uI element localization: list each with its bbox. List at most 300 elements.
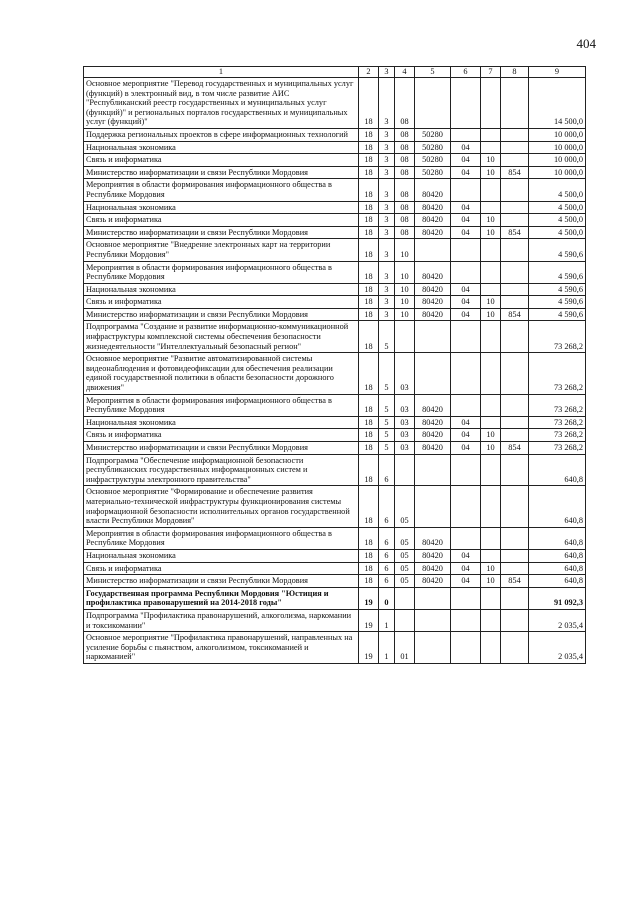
code-cell-c2: 18 [359, 416, 379, 429]
code-cell-c3: 3 [379, 166, 395, 179]
code-cell-c2: 18 [359, 486, 379, 527]
code-cell-c6 [451, 587, 481, 609]
amount-cell: 10 000,0 [529, 128, 586, 141]
code-cell-c4: 08 [395, 128, 415, 141]
code-cell-c7: 10 [481, 226, 501, 239]
row-description: Национальная экономика [84, 141, 359, 154]
code-cell-c8 [501, 416, 529, 429]
code-cell-c3: 3 [379, 308, 395, 321]
table-row [84, 442, 586, 455]
table-row [84, 239, 586, 261]
amount-cell: 4 500,0 [529, 214, 586, 227]
code-cell-c4: 01 [395, 632, 415, 664]
code-cell-c5: 50280 [415, 128, 451, 141]
code-cell-c8 [501, 394, 529, 416]
code-cell-c3: 3 [379, 128, 395, 141]
table-row [84, 214, 586, 227]
row-description: Министерство информатизации и связи Республики Мордовия [84, 442, 359, 455]
code-cell-c6 [451, 527, 481, 549]
row-description: Основное мероприятие "Перевод государственных и муниципальных услуг (функций) в электронный вид, в том числе развитие АИС "Республиканский реестр государственных и муниципальных услуг (функций)" и региональных порталов государственных и муниципальных услуг (функций)" [84, 78, 359, 129]
code-cell-c7: 10 [481, 575, 501, 588]
code-cell-c6: 04 [451, 549, 481, 562]
code-cell-c6: 04 [451, 226, 481, 239]
code-cell-c4: 10 [395, 296, 415, 309]
table-row [84, 454, 586, 486]
code-cell-c6 [451, 454, 481, 486]
code-cell-c2: 18 [359, 166, 379, 179]
code-cell-c7 [481, 201, 501, 214]
code-cell-c5 [415, 321, 451, 353]
code-cell-c2: 18 [359, 549, 379, 562]
code-cell-c6 [451, 321, 481, 353]
code-cell-c6: 04 [451, 429, 481, 442]
code-cell-c4: 08 [395, 201, 415, 214]
code-cell-c3: 6 [379, 454, 395, 486]
table-row [84, 575, 586, 588]
table-row [84, 308, 586, 321]
row-description: Национальная экономика [84, 416, 359, 429]
code-cell-c3: 3 [379, 239, 395, 261]
code-cell-c6: 04 [451, 442, 481, 455]
table-row [84, 154, 586, 167]
code-cell-c3: 6 [379, 549, 395, 562]
row-description: Министерство информатизации и связи Республики Мордовия [84, 226, 359, 239]
code-cell-c8 [501, 239, 529, 261]
code-cell-c4: 08 [395, 141, 415, 154]
row-description: Связь и информатика [84, 296, 359, 309]
code-cell-c7 [481, 321, 501, 353]
code-cell-c7: 10 [481, 154, 501, 167]
code-cell-c5 [415, 587, 451, 609]
amount-cell: 73 268,2 [529, 416, 586, 429]
header-cell: 6 [451, 67, 481, 78]
code-cell-c4: 05 [395, 486, 415, 527]
table-row [84, 429, 586, 442]
code-cell-c6: 04 [451, 154, 481, 167]
code-cell-c2: 19 [359, 587, 379, 609]
code-cell-c6: 04 [451, 575, 481, 588]
row-description: Подпрограмма "Профилактика правонарушений, алкоголизма, наркомании и токсикомании" [84, 609, 359, 631]
code-cell-c2: 18 [359, 575, 379, 588]
code-cell-c8 [501, 261, 529, 283]
amount-cell: 73 268,2 [529, 442, 586, 455]
code-cell-c7 [481, 454, 501, 486]
code-cell-c8 [501, 353, 529, 394]
code-cell-c2: 18 [359, 78, 379, 129]
row-description: Связь и информатика [84, 154, 359, 167]
code-cell-c6 [451, 353, 481, 394]
row-description: Связь и информатика [84, 429, 359, 442]
code-cell-c3: 1 [379, 609, 395, 631]
table-row [84, 141, 586, 154]
code-cell-c2: 18 [359, 154, 379, 167]
code-cell-c8 [501, 454, 529, 486]
code-cell-c7 [481, 283, 501, 296]
code-cell-c8 [501, 296, 529, 309]
code-cell-c6 [451, 128, 481, 141]
code-cell-c8 [501, 562, 529, 575]
amount-cell: 640,8 [529, 549, 586, 562]
code-cell-c5: 80420 [415, 416, 451, 429]
code-cell-c5: 80420 [415, 283, 451, 296]
table-row [84, 353, 586, 394]
code-cell-c6 [451, 261, 481, 283]
header-cell: 7 [481, 67, 501, 78]
code-cell-c2: 18 [359, 454, 379, 486]
code-cell-c7 [481, 179, 501, 201]
code-cell-c4: 03 [395, 416, 415, 429]
code-cell-c2: 18 [359, 179, 379, 201]
header-cell: 5 [415, 67, 451, 78]
code-cell-c4: 10 [395, 261, 415, 283]
amount-cell: 91 092,3 [529, 587, 586, 609]
amount-cell: 73 268,2 [529, 353, 586, 394]
code-cell-c7 [481, 609, 501, 631]
table-row [84, 562, 586, 575]
code-cell-c5: 80420 [415, 429, 451, 442]
code-cell-c7 [481, 78, 501, 129]
row-description: Основное мероприятие "Внедрение электронных карт на территории Республики Мордовия" [84, 239, 359, 261]
code-cell-c3: 3 [379, 78, 395, 129]
amount-cell: 2 035,4 [529, 609, 586, 631]
code-cell-c5: 80420 [415, 562, 451, 575]
code-cell-c4: 03 [395, 353, 415, 394]
code-cell-c6: 04 [451, 166, 481, 179]
amount-cell: 4 590,6 [529, 283, 586, 296]
code-cell-c5: 80420 [415, 308, 451, 321]
table-row [84, 486, 586, 527]
table-row [84, 416, 586, 429]
header-cell: 3 [379, 67, 395, 78]
code-cell-c4: 05 [395, 562, 415, 575]
code-cell-c8 [501, 128, 529, 141]
row-description: Связь и информатика [84, 562, 359, 575]
code-cell-c5: 80420 [415, 201, 451, 214]
code-cell-c8 [501, 141, 529, 154]
code-cell-c2: 18 [359, 201, 379, 214]
row-description: Министерство информатизации и связи Республики Мордовия [84, 166, 359, 179]
code-cell-c3: 0 [379, 587, 395, 609]
row-description: Мероприятия в области формирования информационного общества в Республике Мордовия [84, 179, 359, 201]
table-header-row [84, 67, 586, 78]
code-cell-c5 [415, 78, 451, 129]
code-cell-c8: 854 [501, 442, 529, 455]
code-cell-c7 [481, 527, 501, 549]
amount-cell: 10 000,0 [529, 166, 586, 179]
code-cell-c6 [451, 486, 481, 527]
code-cell-c8 [501, 214, 529, 227]
code-cell-c3: 5 [379, 442, 395, 455]
code-cell-c4 [395, 454, 415, 486]
code-cell-c6: 04 [451, 416, 481, 429]
row-description: Подпрограмма "Обеспечение информационной безопасности республиканских государственных информационных систем и инфраструктуры электронного правительства" [84, 454, 359, 486]
header-cell: 1 [84, 67, 359, 78]
table-row [84, 549, 586, 562]
row-description: Мероприятия в области формирования информационного общества в Республике Мордовия [84, 527, 359, 549]
code-cell-c3: 3 [379, 296, 395, 309]
code-cell-c4: 03 [395, 442, 415, 455]
code-cell-c4: 03 [395, 394, 415, 416]
code-cell-c5 [415, 239, 451, 261]
code-cell-c3: 3 [379, 261, 395, 283]
code-cell-c7 [481, 486, 501, 527]
code-cell-c8 [501, 78, 529, 129]
table-row [84, 632, 586, 664]
code-cell-c7 [481, 632, 501, 664]
row-description: Поддержка региональных проектов в сфере информационных технологий [84, 128, 359, 141]
code-cell-c4: 10 [395, 283, 415, 296]
code-cell-c7 [481, 239, 501, 261]
budget-table [83, 66, 586, 664]
amount-cell: 4 500,0 [529, 226, 586, 239]
code-cell-c8 [501, 154, 529, 167]
code-cell-c7: 10 [481, 214, 501, 227]
table-row [84, 166, 586, 179]
code-cell-c8 [501, 587, 529, 609]
code-cell-c4 [395, 587, 415, 609]
amount-cell: 2 035,4 [529, 632, 586, 664]
code-cell-c5: 80420 [415, 179, 451, 201]
code-cell-c5 [415, 353, 451, 394]
code-cell-c2: 18 [359, 214, 379, 227]
code-cell-c3: 5 [379, 394, 395, 416]
code-cell-c5: 50280 [415, 154, 451, 167]
row-description: Подпрограмма "Создание и развитие информационно-коммуникационной инфраструктуры комплексной системы обеспечения безопасности жизнедеятельности "Интеллектуальный безопасный регион" [84, 321, 359, 353]
table-row [84, 587, 586, 609]
code-cell-c4: 08 [395, 78, 415, 129]
code-cell-c5: 80420 [415, 214, 451, 227]
code-cell-c2: 18 [359, 527, 379, 549]
code-cell-c5: 50280 [415, 141, 451, 154]
row-description: Основное мероприятие "Развитие автоматизированной системы видеонаблюдения и фотовидеофиксации для обеспечения реализации единой государственной политики в области безопасности дорожного движения" [84, 353, 359, 394]
code-cell-c7 [481, 416, 501, 429]
code-cell-c7: 10 [481, 562, 501, 575]
row-description: Национальная экономика [84, 283, 359, 296]
table-row [84, 321, 586, 353]
code-cell-c2: 18 [359, 296, 379, 309]
row-description: Министерство информатизации и связи Республики Мордовия [84, 308, 359, 321]
code-cell-c2: 18 [359, 429, 379, 442]
row-description: Основное мероприятие "Формирование и обеспечение развития материально-технической инфраструктуры функционирования системы информационной безопасности исполнительных органов государственной власти Республики Мордовия" [84, 486, 359, 527]
code-cell-c2: 18 [359, 562, 379, 575]
table-row [84, 609, 586, 631]
amount-cell: 73 268,2 [529, 429, 586, 442]
code-cell-c3: 3 [379, 179, 395, 201]
code-cell-c8 [501, 486, 529, 527]
code-cell-c3: 1 [379, 632, 395, 664]
code-cell-c2: 18 [359, 239, 379, 261]
code-cell-c3: 6 [379, 527, 395, 549]
code-cell-c6: 04 [451, 283, 481, 296]
code-cell-c5: 80420 [415, 394, 451, 416]
code-cell-c8 [501, 609, 529, 631]
code-cell-c7 [481, 261, 501, 283]
code-cell-c6 [451, 632, 481, 664]
code-cell-c3: 3 [379, 201, 395, 214]
code-cell-c7 [481, 549, 501, 562]
code-cell-c4: 05 [395, 549, 415, 562]
code-cell-c2: 18 [359, 128, 379, 141]
code-cell-c6: 04 [451, 562, 481, 575]
code-cell-c3: 5 [379, 416, 395, 429]
amount-cell: 4 590,6 [529, 308, 586, 321]
code-cell-c8: 854 [501, 166, 529, 179]
code-cell-c3: 5 [379, 321, 395, 353]
code-cell-c2: 18 [359, 321, 379, 353]
table-row [84, 283, 586, 296]
row-description: Министерство информатизации и связи Республики Мордовия [84, 575, 359, 588]
amount-cell: 73 268,2 [529, 394, 586, 416]
code-cell-c6 [451, 239, 481, 261]
amount-cell: 14 500,0 [529, 78, 586, 129]
code-cell-c3: 6 [379, 575, 395, 588]
table-row [84, 261, 586, 283]
table-row [84, 128, 586, 141]
code-cell-c7: 10 [481, 166, 501, 179]
code-cell-c3: 5 [379, 353, 395, 394]
code-cell-c6: 04 [451, 214, 481, 227]
code-cell-c7: 10 [481, 308, 501, 321]
code-cell-c3: 5 [379, 429, 395, 442]
code-cell-c8 [501, 632, 529, 664]
table-row [84, 179, 586, 201]
code-cell-c7 [481, 587, 501, 609]
table-row [84, 201, 586, 214]
amount-cell: 4 500,0 [529, 201, 586, 214]
code-cell-c5: 80420 [415, 527, 451, 549]
amount-cell: 640,8 [529, 454, 586, 486]
code-cell-c7 [481, 394, 501, 416]
amount-cell: 4 590,6 [529, 261, 586, 283]
amount-cell: 10 000,0 [529, 141, 586, 154]
code-cell-c3: 6 [379, 486, 395, 527]
code-cell-c8: 854 [501, 308, 529, 321]
table-row [84, 394, 586, 416]
row-description: Мероприятия в области формирования информационного общества в Республике Мордовия [84, 261, 359, 283]
code-cell-c2: 19 [359, 609, 379, 631]
code-cell-c4: 03 [395, 429, 415, 442]
code-cell-c4: 05 [395, 527, 415, 549]
code-cell-c8 [501, 179, 529, 201]
code-cell-c2: 19 [359, 632, 379, 664]
code-cell-c5: 50280 [415, 166, 451, 179]
table-body [84, 78, 586, 664]
code-cell-c7 [481, 141, 501, 154]
amount-cell: 10 000,0 [529, 154, 586, 167]
row-description: Связь и информатика [84, 214, 359, 227]
amount-cell: 640,8 [529, 486, 586, 527]
code-cell-c2: 18 [359, 141, 379, 154]
amount-cell: 4 590,6 [529, 239, 586, 261]
code-cell-c4: 10 [395, 308, 415, 321]
code-cell-c7: 10 [481, 429, 501, 442]
amount-cell: 73 268,2 [529, 321, 586, 353]
code-cell-c7: 10 [481, 442, 501, 455]
code-cell-c7 [481, 353, 501, 394]
amount-cell: 640,8 [529, 527, 586, 549]
code-cell-c2: 18 [359, 394, 379, 416]
code-cell-c5 [415, 454, 451, 486]
amount-cell: 640,8 [529, 562, 586, 575]
code-cell-c8 [501, 201, 529, 214]
amount-cell: 640,8 [529, 575, 586, 588]
code-cell-c5 [415, 486, 451, 527]
code-cell-c4: 08 [395, 226, 415, 239]
code-cell-c2: 18 [359, 283, 379, 296]
code-cell-c8 [501, 283, 529, 296]
header-cell: 9 [529, 67, 586, 78]
code-cell-c2: 18 [359, 308, 379, 321]
code-cell-c6 [451, 394, 481, 416]
code-cell-c2: 18 [359, 353, 379, 394]
code-cell-c5: 80420 [415, 442, 451, 455]
code-cell-c3: 3 [379, 226, 395, 239]
code-cell-c7: 10 [481, 296, 501, 309]
code-cell-c2: 18 [359, 442, 379, 455]
code-cell-c2: 18 [359, 261, 379, 283]
page-number: 404 [576, 36, 596, 51]
code-cell-c6 [451, 78, 481, 129]
header-cell: 2 [359, 67, 379, 78]
code-cell-c8: 854 [501, 226, 529, 239]
code-cell-c6 [451, 609, 481, 631]
code-cell-c6: 04 [451, 141, 481, 154]
row-description: Национальная экономика [84, 201, 359, 214]
code-cell-c3: 3 [379, 154, 395, 167]
row-description: Мероприятия в области формирования информационного общества в Республике Мордовия [84, 394, 359, 416]
code-cell-c5 [415, 632, 451, 664]
code-cell-c8 [501, 321, 529, 353]
code-cell-c2: 18 [359, 226, 379, 239]
code-cell-c4 [395, 609, 415, 631]
code-cell-c3: 3 [379, 214, 395, 227]
code-cell-c4: 05 [395, 575, 415, 588]
header-cell: 4 [395, 67, 415, 78]
code-cell-c6: 04 [451, 308, 481, 321]
code-cell-c8 [501, 429, 529, 442]
code-cell-c8 [501, 549, 529, 562]
code-cell-c6: 04 [451, 201, 481, 214]
code-cell-c3: 6 [379, 562, 395, 575]
row-description: Национальная экономика [84, 549, 359, 562]
table-row [84, 78, 586, 129]
code-cell-c4: 08 [395, 214, 415, 227]
code-cell-c4: 08 [395, 179, 415, 201]
code-cell-c5: 80420 [415, 549, 451, 562]
code-cell-c6 [451, 179, 481, 201]
row-description: Основное мероприятие "Профилактика правонарушений, направленных на усиление борьбы с пьянством, алкоголизмом, токсикоманией и наркоманией" [84, 632, 359, 664]
code-cell-c5: 80420 [415, 261, 451, 283]
code-cell-c5 [415, 609, 451, 631]
code-cell-c8 [501, 527, 529, 549]
code-cell-c6: 04 [451, 296, 481, 309]
amount-cell: 4 500,0 [529, 179, 586, 201]
code-cell-c5: 80420 [415, 296, 451, 309]
table-row [84, 226, 586, 239]
header-cell: 8 [501, 67, 529, 78]
amount-cell: 4 590,6 [529, 296, 586, 309]
code-cell-c5: 80420 [415, 575, 451, 588]
table-row [84, 527, 586, 549]
code-cell-c3: 3 [379, 141, 395, 154]
code-cell-c5: 80420 [415, 226, 451, 239]
table-row [84, 296, 586, 309]
code-cell-c3: 3 [379, 283, 395, 296]
code-cell-c4 [395, 321, 415, 353]
code-cell-c8: 854 [501, 575, 529, 588]
row-description: Государственная программа Республики Мордовия "Юстиция и профилактика правонарушений на 2014-2018 годы" [84, 587, 359, 609]
code-cell-c4: 10 [395, 239, 415, 261]
